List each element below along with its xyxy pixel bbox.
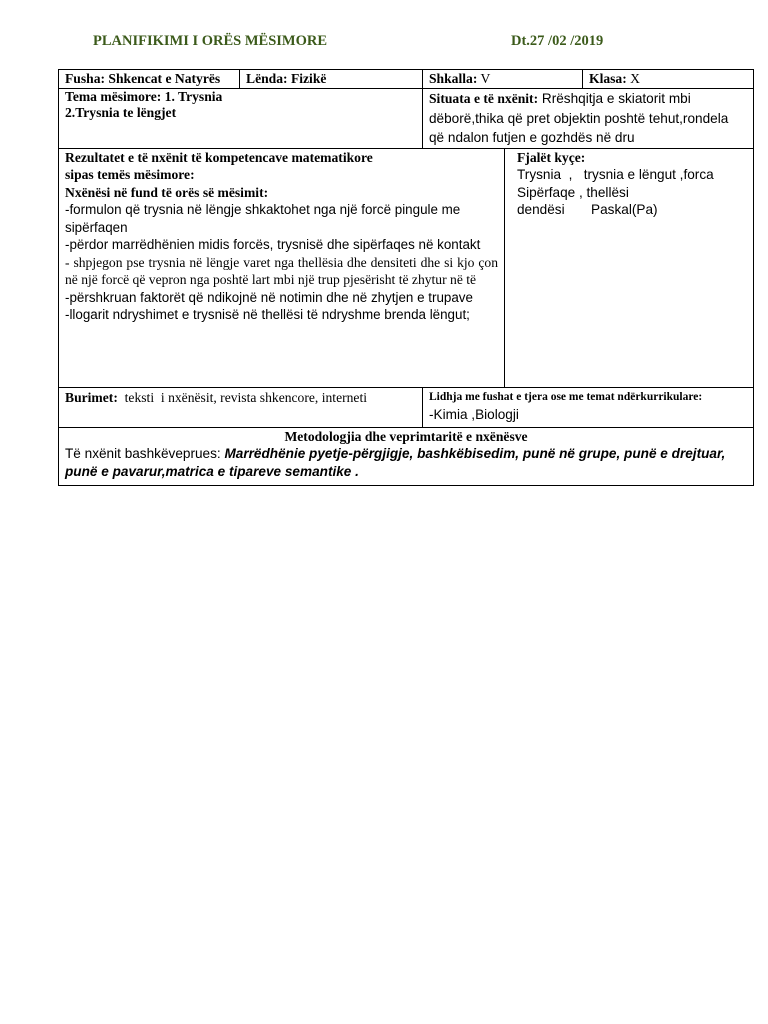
cell-burimet (59, 387, 423, 427)
lesson-plan-table (58, 69, 754, 486)
fjalet-label: Fjalët kyçe: (517, 149, 586, 165)
row-methodology (59, 427, 754, 485)
cell-klasa (583, 70, 754, 89)
cell-fjalet (505, 148, 754, 387)
row-resources (59, 387, 754, 427)
fusha-text: Fusha: Shkencat e Natyrës (65, 71, 221, 86)
tema-line-2: 2.Trysnia te lëngjet (65, 105, 177, 120)
lenda-text: Lënda: Fizikë (246, 71, 327, 86)
situata-label: Situata e të nxënit: (429, 91, 539, 106)
burimet-label: Burimet: (65, 389, 118, 405)
shkalla-value: V (477, 71, 491, 86)
fjalet-line-3: dendësi Paskal(Pa) (517, 202, 658, 217)
cell-metodologjia (59, 427, 754, 485)
situata-text: Rrëshqitja e skiatorit mbi dëborë,thika që pret objektin poshtë tehut,rondela që ndalon futjen e gozhdës në dru (429, 91, 729, 145)
rezultatet-line-2: sipas temës mësimore: (65, 167, 195, 182)
outcome-item: -përshkruan faktorët që ndikojnë në notimin dhe në zhytjen e trupave (65, 289, 473, 305)
metodologjia-label: Të nxënit bashkëveprues: (65, 446, 221, 461)
plan-title: PLANIFIKIMI I ORËS MËSIMORE (93, 33, 328, 49)
cell-lidhja (423, 387, 754, 427)
lidhja-label: Lidhja me fushat e tjera ose me temat ndërkurrikulare: (429, 390, 703, 403)
fjalet-line-1: Trysnia , trysnia e lëngut ,forca (517, 167, 714, 182)
cell-tema (59, 89, 423, 149)
plan-date: Dt.27 /02 /2019 (511, 33, 604, 49)
page-header (0, 33, 768, 53)
row-subject-info (59, 70, 754, 89)
shkalla-label: Shkalla: (429, 71, 478, 86)
outcome-item: - shpjegon pse trysnia në lëngje varet nga thellësia dhe densiteti dhe si kjo çon në një forcë që vepron nga poshtë lart mbi një trup pjesërisht të zhytur në të (65, 254, 498, 287)
row-outcomes (59, 148, 754, 387)
cell-fusha (59, 70, 240, 89)
metodologjia-text: Marrëdhënie pyetje-përgjigje, bashkëbisedim, punë në grupe, punë e drejtuar, punë e pavarur,matrica e tipareve semantike . (65, 446, 726, 479)
outcome-item: -llogarit ndryshimet e trysnisë në thellësi të ndryshme brenda lëngut; (65, 307, 470, 322)
lidhja-text: -Kimia ,Biologji (429, 407, 519, 422)
outcome-item: -formulon që trysnia në lëngje shkaktohet nga një forcë pingule me sipërfaqen (65, 202, 461, 235)
fjalet-line-2: Sipërfaqe , thellësi (517, 184, 629, 200)
cell-lenda (240, 70, 423, 89)
cell-rezultatet (59, 148, 505, 387)
klasa-label: Klasa: (589, 71, 627, 86)
metodologjia-heading: Metodologjia dhe veprimtaritë e nxënësve (284, 428, 528, 444)
cell-situata (423, 89, 754, 149)
klasa-value: X (626, 71, 640, 86)
row-topic (59, 89, 754, 149)
burimet-text: teksti i nxënësit, revista shkencore, interneti (117, 389, 368, 405)
nxenesi-heading: Nxënësi në fund të orës së mësimit: (65, 184, 269, 200)
tema-line-1: Tema mësimore: 1. Trysnia (65, 89, 223, 104)
rezultatet-line-1: Rezultatet e të nxënit të kompetencave matematikore (65, 149, 373, 165)
outcome-item: -përdor marrëdhënien midis forcës, trysnisë dhe sipërfaqes në kontakt (65, 237, 481, 252)
cell-shkalla (423, 70, 583, 89)
